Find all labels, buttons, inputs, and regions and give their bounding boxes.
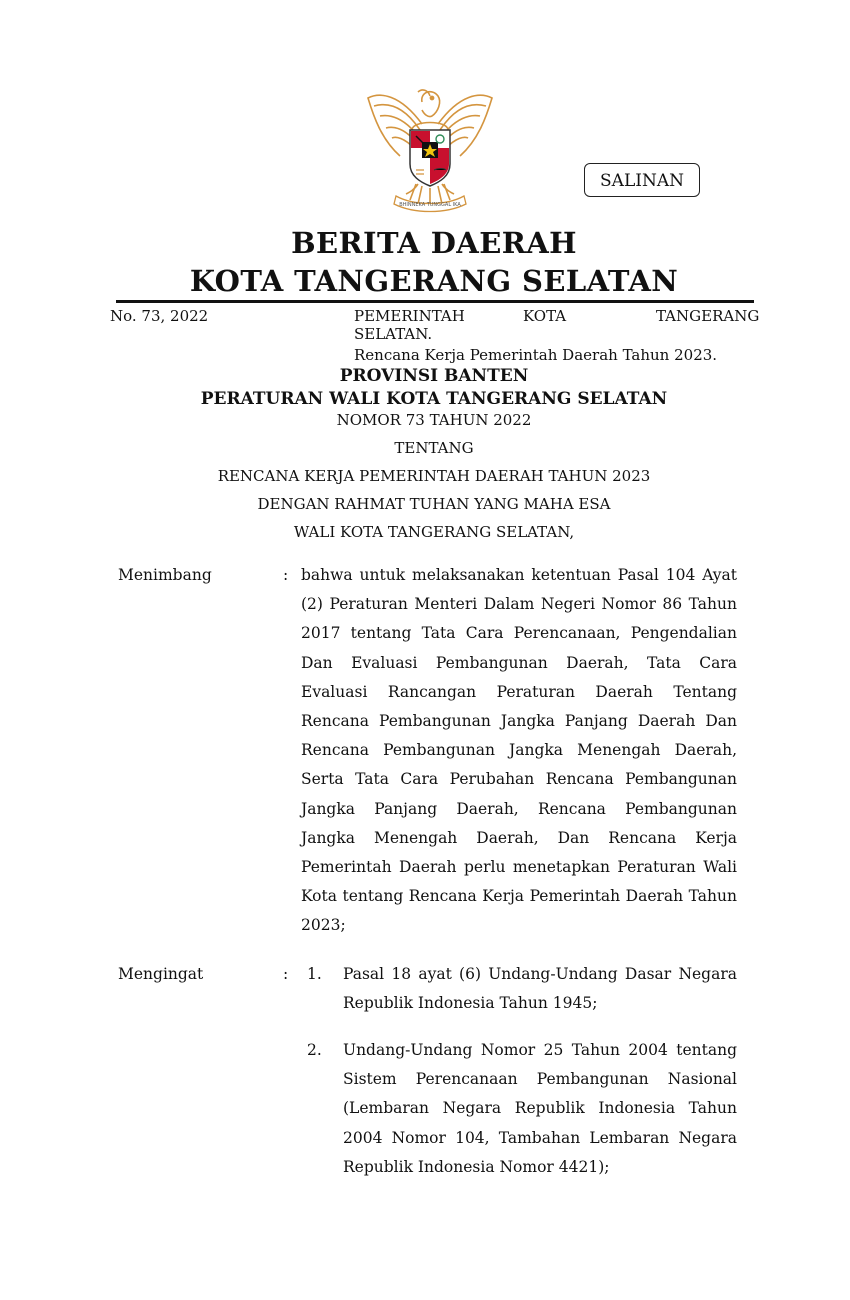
regulation-name: PERATURAN WALI KOTA TANGERANG SELATAN bbox=[200, 389, 668, 409]
menimbang-colon: : bbox=[283, 566, 289, 584]
list-item-number: 1. bbox=[307, 965, 322, 983]
about-heading: TENTANG bbox=[394, 439, 474, 457]
menimbang-text: bahwa untuk melaksanakan ketentuan Pasal 104 Ayat (2) Peraturan Menteri Dalam Negeri Nomor 86 Tahun 2017 tentang Tata Cara Perencanaan, Pengendalian Dan Evaluasi Pembangunan Daerah, Tata Cara Evaluasi Rancangan Peraturan Daerah Tentang Rencana Pembangunan Jangka Panjang Daerah Dan Rencana Pembangunan Jangka Menengah Daerah, Serta Tata Cara Perubahan Rencana Pembangunan Jangka Panjang Daerah, Rencana Pembangunan Jangka Menengah Daerah, Dan Rencana Kerja Pemerintah Daerah perlu menetapkan Peraturan Wali Kota tentang Rencana Kerja Pemerintah Daerah Tahun 2023; bbox=[301, 566, 737, 935]
garuda-emblem bbox=[360, 84, 500, 224]
list-item-number: 2. bbox=[307, 1041, 322, 1059]
issuer-word-1: PEMERINTAH bbox=[354, 307, 465, 325]
invocation-line: DENGAN RAHMAT TUHAN YANG MAHA ESA bbox=[257, 495, 611, 513]
menimbang-label: Menimbang bbox=[118, 566, 212, 584]
issuer-word-2: KOTA bbox=[523, 307, 567, 325]
gazette-title: BERITA DAERAH bbox=[291, 226, 577, 260]
gazette-subject: Rencana Kerja Pemerintah Daerah Tahun 2023. bbox=[354, 346, 718, 364]
mengingat-label: Mengingat bbox=[118, 965, 204, 983]
header-rule bbox=[116, 300, 754, 303]
gazette-city: KOTA TANGERANG SELATAN bbox=[189, 264, 679, 298]
issuer-word-4: SELATAN. bbox=[354, 325, 433, 343]
regulation-number: NOMOR 73 TAHUN 2022 bbox=[336, 411, 532, 429]
list-item-text: Undang-Undang Nomor 25 Tahun 2004 tentang Sistem Perencanaan Pembangunan Nasional (Lembaran Negara Republik Indonesia Tahun 2004 Nomor 104, Tambahan Lembaran Negara Republik Indonesia Nomor 4421); bbox=[343, 1041, 737, 1176]
mengingat-colon: : bbox=[283, 965, 289, 983]
official-line: WALI KOTA TANGERANG SELATAN, bbox=[293, 523, 575, 541]
salinan-stamp: SALINAN bbox=[584, 163, 700, 197]
gazette-number: No. 73, 2022 bbox=[110, 307, 209, 325]
list-item-text: Pasal 18 ayat (6) Undang-Undang Dasar Negara Republik Indonesia Tahun 1945; bbox=[343, 965, 737, 1013]
emblem-motto: BHINNEKA TUNGGAL IKA bbox=[399, 202, 461, 208]
province-heading: PROVINSI BANTEN bbox=[339, 366, 529, 386]
regulation-title: RENCANA KERJA PEMERINTAH DAERAH TAHUN 2023 bbox=[217, 467, 651, 485]
issuer-word-3: TANGERANG bbox=[656, 307, 760, 325]
